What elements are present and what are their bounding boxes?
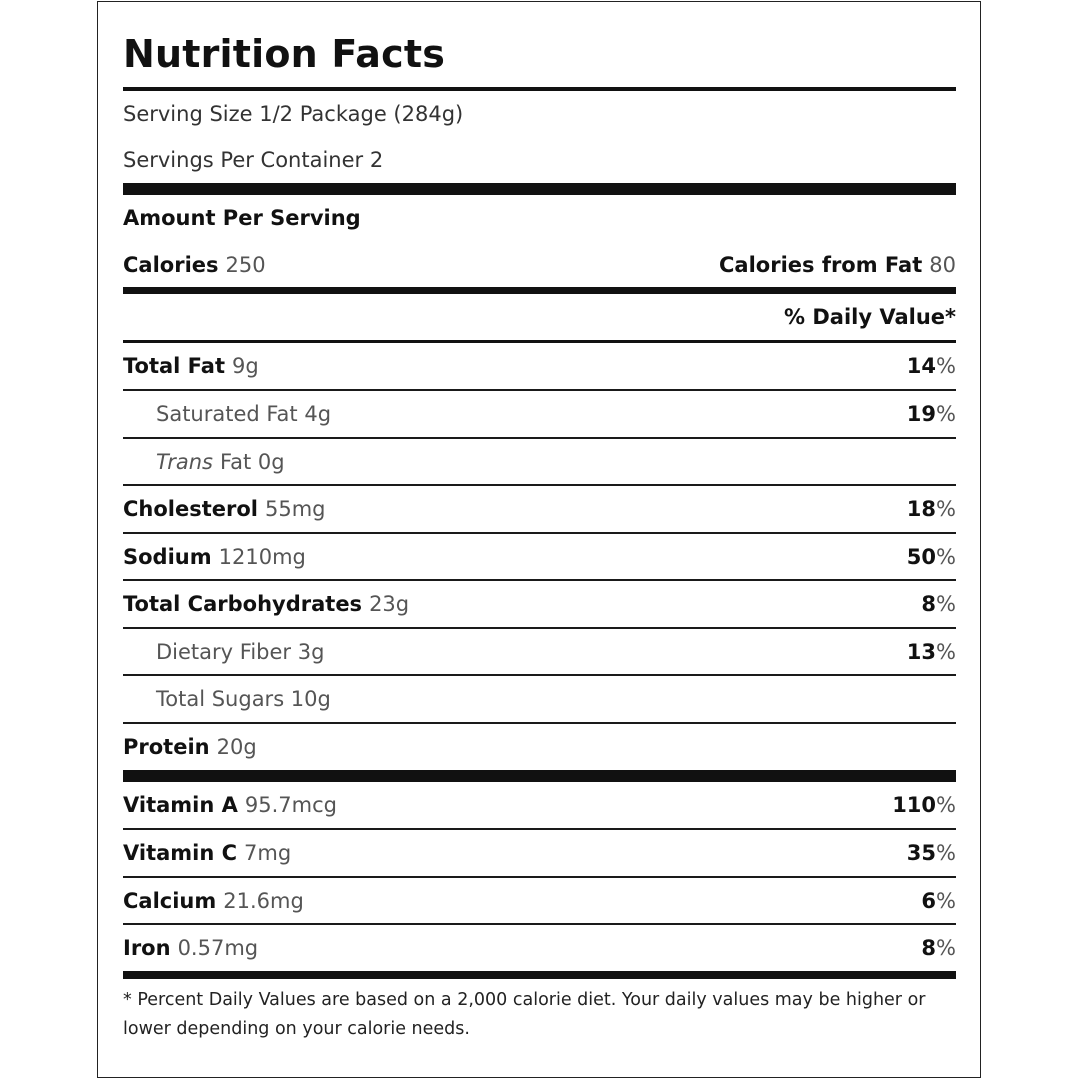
percent-sign: % bbox=[936, 793, 956, 817]
nutrient-label: Saturated Fat 4g bbox=[156, 402, 332, 426]
vitamin-amount: 0.57mg bbox=[177, 936, 259, 960]
calories-from-fat-label: Calories from Fat bbox=[719, 253, 923, 277]
nutrient-label: Cholesterol bbox=[123, 497, 258, 521]
divider bbox=[123, 87, 956, 91]
nutrient-label: Dietary Fiber 3g bbox=[156, 640, 325, 664]
calories-from-fat-value: 80 bbox=[929, 253, 956, 277]
calories-row bbox=[123, 250, 956, 280]
percent-sign: % bbox=[936, 841, 956, 865]
serving-size: Serving Size 1/2 Package (284g) bbox=[123, 102, 464, 126]
percent-sign: % bbox=[936, 354, 956, 378]
nutrient-amount: 55mg bbox=[265, 497, 326, 521]
nutrient-label-italic: Trans bbox=[156, 450, 213, 474]
vitamin-row-vitamin-c bbox=[123, 838, 956, 868]
daily-value: 13 bbox=[906, 640, 937, 664]
percent-sign: % bbox=[936, 640, 956, 664]
amount-per-serving: Amount Per Serving bbox=[123, 206, 361, 230]
nutrient-amount: 23g bbox=[369, 592, 410, 616]
calories-label: Calories bbox=[123, 253, 219, 277]
divider bbox=[123, 437, 956, 439]
divider bbox=[123, 532, 956, 534]
nutrition-facts-label bbox=[97, 1, 981, 1078]
nutrient-amount: 20g bbox=[216, 735, 257, 759]
divider bbox=[123, 722, 956, 724]
nutrient-row-sodium bbox=[123, 542, 956, 572]
vitamin-label: Calcium bbox=[123, 889, 217, 913]
nutrient-label: Protein bbox=[123, 735, 210, 759]
nutrient-row-total-carbohydrates bbox=[123, 589, 956, 619]
percent-sign: % bbox=[936, 936, 956, 960]
daily-value: 8 bbox=[921, 592, 937, 616]
nutrient-row-total-fat bbox=[123, 351, 956, 381]
daily-value-header: % Daily Value* bbox=[784, 305, 956, 329]
vitamin-amount: 7mg bbox=[244, 841, 292, 865]
divider bbox=[123, 828, 956, 830]
divider bbox=[123, 340, 956, 343]
servings-per-container: Servings Per Container 2 bbox=[123, 148, 384, 172]
nutrient-amount: 9g bbox=[232, 354, 259, 378]
vitamin-amount: 21.6mg bbox=[223, 889, 304, 913]
nutrient-row-total-sugars bbox=[123, 684, 956, 714]
divider bbox=[123, 579, 956, 581]
nutrient-row-saturated-fat bbox=[123, 399, 956, 429]
nutrient-label: Sodium bbox=[123, 545, 212, 569]
nutrient-label: Total Fat bbox=[123, 354, 226, 378]
vitamin-row-iron bbox=[123, 933, 956, 963]
calories-value: 250 bbox=[225, 253, 266, 277]
vitamin-amount: 95.7mcg bbox=[244, 793, 337, 817]
vitamin-row-calcium bbox=[123, 886, 956, 916]
nutrient-label: Total Carbohydrates bbox=[123, 592, 363, 616]
nutrient-label: Total Sugars 10g bbox=[156, 687, 331, 711]
footnote: * Percent Daily Values are based on a 2,000 calorie diet. Your daily values may be higher or lower depending on your calorie needs. bbox=[123, 990, 926, 1039]
divider bbox=[123, 484, 956, 486]
nutrient-row-trans-fat bbox=[123, 447, 956, 477]
daily-value: 8 bbox=[921, 936, 937, 960]
divider bbox=[123, 627, 956, 629]
percent-sign: % bbox=[936, 545, 956, 569]
nutrient-row-dietary-fiber bbox=[123, 637, 956, 667]
divider bbox=[123, 389, 956, 391]
amount-per-serving-row bbox=[123, 203, 956, 233]
vitamin-label: Vitamin C bbox=[123, 841, 238, 865]
daily-value-header-row bbox=[123, 302, 956, 332]
label-title: Nutrition Facts bbox=[123, 32, 446, 76]
divider-thick bbox=[123, 971, 956, 979]
vitamin-label: Vitamin A bbox=[123, 793, 238, 817]
divider bbox=[123, 923, 956, 925]
vitamin-label: Iron bbox=[123, 936, 171, 960]
divider-thick bbox=[123, 183, 956, 195]
divider bbox=[123, 876, 956, 878]
daily-value: 19 bbox=[906, 402, 937, 426]
daily-value: 110 bbox=[892, 793, 937, 817]
nutrient-amount: 1210mg bbox=[218, 545, 306, 569]
divider-thick bbox=[123, 770, 956, 782]
nutrient-row-cholesterol bbox=[123, 494, 956, 524]
daily-value: 14 bbox=[906, 354, 937, 378]
percent-sign: % bbox=[936, 889, 956, 913]
vitamin-row-vitamin-a bbox=[123, 790, 956, 820]
percent-sign: % bbox=[936, 402, 956, 426]
daily-value: 18 bbox=[906, 497, 937, 521]
nutrient-row-protein bbox=[123, 732, 956, 762]
percent-sign: % bbox=[936, 592, 956, 616]
daily-value: 35 bbox=[906, 841, 937, 865]
divider bbox=[123, 287, 956, 294]
daily-value: 6 bbox=[921, 889, 937, 913]
nutrient-label: Fat 0g bbox=[219, 450, 285, 474]
daily-value: 50 bbox=[906, 545, 937, 569]
percent-sign: % bbox=[936, 497, 956, 521]
divider bbox=[123, 674, 956, 676]
servings-per-container-row bbox=[123, 145, 956, 175]
serving-size-row bbox=[123, 99, 956, 129]
